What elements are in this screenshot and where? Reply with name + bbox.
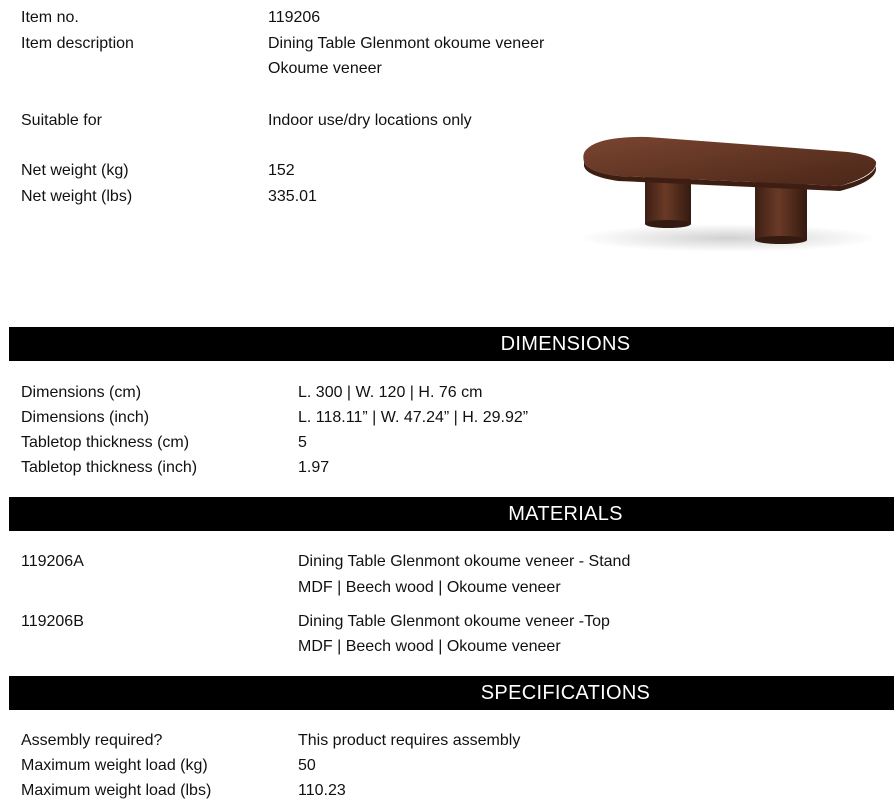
- max-weight-load-lbs-label: Maximum weight load (lbs): [21, 782, 212, 799]
- dimensions-inch-value: L. 118.11” | W. 47.24” | H. 29.92”: [298, 409, 529, 426]
- net-weight-lbs-value: 335.01: [268, 188, 317, 205]
- product-image-dining-table: [578, 128, 884, 256]
- material-part-name: Dining Table Glenmont okoume veneer - Stand: [298, 553, 631, 570]
- item-no-label: Item no.: [21, 9, 79, 26]
- net-weight-lbs-label: Net weight (lbs): [21, 188, 133, 205]
- specifications-header-bar: [9, 676, 894, 710]
- max-weight-load-kg-label: Maximum weight load (kg): [21, 757, 208, 774]
- tabletop-thickness-inch-label: Tabletop thickness (inch): [21, 459, 198, 476]
- assembly-required-label: Assembly required?: [21, 732, 163, 749]
- material-composition: MDF | Beech wood | Okoume veneer: [298, 638, 561, 655]
- material-code: 119206A: [21, 553, 84, 570]
- material-part-name: Dining Table Glenmont okoume veneer -Top: [298, 613, 610, 630]
- material-code: 119206B: [21, 613, 84, 630]
- tabletop-thickness-inch-value: 1.97: [298, 459, 330, 476]
- assembly-required-value: This product requires assembly: [298, 732, 521, 749]
- materials-heading: MATERIALS: [508, 503, 623, 525]
- item-no-value: 119206: [268, 9, 321, 26]
- tabletop-thickness-cm-label: Tabletop thickness (cm): [21, 434, 190, 451]
- materials-header-bar: [9, 497, 894, 531]
- dimensions-inch-label: Dimensions (inch): [21, 409, 150, 426]
- item-description-line-2: Okoume veneer: [268, 60, 382, 77]
- item-description-label: Item description: [21, 35, 134, 52]
- net-weight-kg-value: 152: [268, 162, 295, 179]
- tabletop-thickness-cm-value: 5: [298, 434, 307, 451]
- dimensions-header-bar: [9, 327, 894, 361]
- item-description-line-1: Dining Table Glenmont okoume veneer: [268, 35, 545, 52]
- net-weight-kg-label: Net weight (kg): [21, 162, 129, 179]
- dimensions-cm-value: L. 300 | W. 120 | H. 76 cm: [298, 384, 483, 401]
- dimensions-cm-label: Dimensions (cm): [21, 384, 142, 401]
- material-composition: MDF | Beech wood | Okoume veneer: [298, 579, 561, 596]
- max-weight-load-lbs-value: 110.23: [298, 782, 346, 799]
- suitable-for-value: Indoor use/dry locations only: [268, 112, 472, 129]
- suitable-for-label: Suitable for: [21, 112, 102, 129]
- max-weight-load-kg-value: 50: [298, 757, 316, 774]
- specifications-heading: SPECIFICATIONS: [480, 682, 651, 704]
- dimensions-heading: DIMENSIONS: [500, 333, 631, 355]
